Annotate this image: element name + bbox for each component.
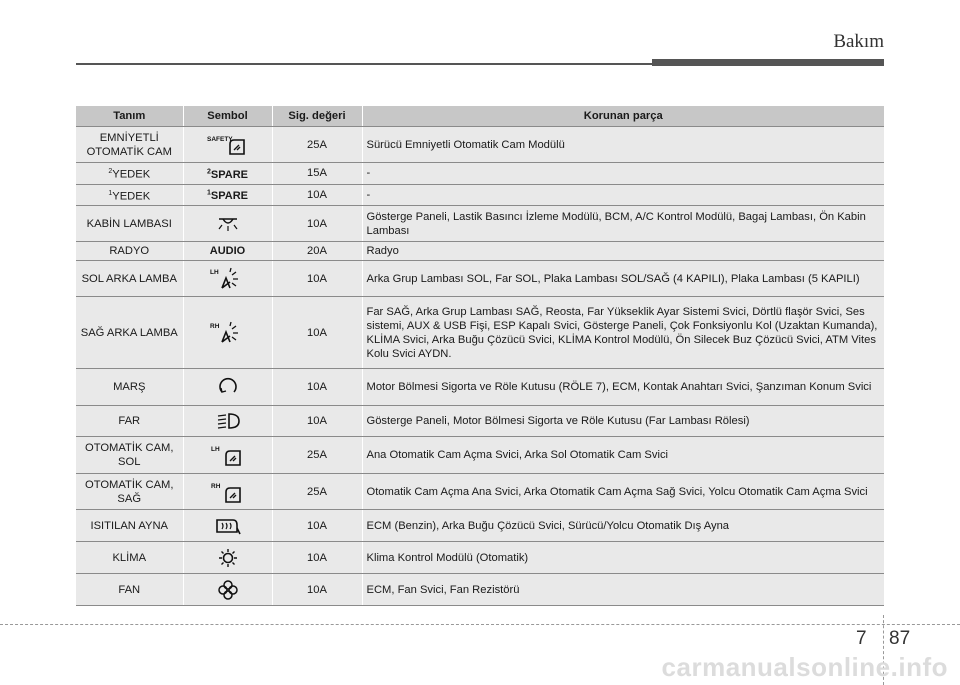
table-row [76, 206, 884, 242]
protected-parts: ECM, Fan Svici, Fan Rezistörü [362, 574, 884, 606]
fuse-symbol [183, 297, 272, 369]
fan-icon [217, 579, 239, 601]
fuse-name: RADYO [76, 242, 183, 261]
fuse-symbol [183, 510, 272, 542]
svg-text:RH: RH [210, 482, 220, 490]
table-row [76, 510, 884, 542]
fuse-symbol: $^1$SPARE [183, 184, 272, 206]
svg-text:LH: LH [210, 446, 220, 454]
safety-window-icon [203, 134, 253, 156]
svg-text:SAFETY: SAFETY [206, 135, 233, 143]
fuse-rating: 15A [272, 163, 362, 185]
fuse-rating: 10A [272, 510, 362, 542]
fuse-rating: 25A [272, 474, 362, 510]
fuse-rating: 10A [272, 297, 362, 369]
protected-parts: ECM (Benzin), Arka Buğu Çözücü Svici, Sürücü/Yolcu Otomatik Dış Ayna [362, 510, 884, 542]
protected-parts: Ana Otomatik Cam Açma Svici, Arka Sol Otomatik Cam Svici [362, 437, 884, 474]
fuse-rating: 10A [272, 261, 362, 297]
protected-parts: Radyo [362, 242, 884, 261]
fuse-name: KABİN LAMBASI [76, 206, 183, 242]
fuse-name: FAR [76, 406, 183, 437]
protected-parts: Klima Kontrol Modülü (Otomatik) [362, 542, 884, 574]
fuse-name: OTOMATİK CAM, SAĞ [76, 474, 183, 510]
header-bar [652, 59, 884, 66]
column-header-korunan-parca: Korunan parça [362, 106, 884, 127]
table-row [76, 242, 884, 261]
fuse-name: $^1$YEDEK [76, 184, 183, 206]
tail-lamp-rh-icon [208, 320, 248, 346]
tail-lamp-lh-icon [208, 266, 248, 292]
table-row [76, 261, 884, 297]
table-row [76, 297, 884, 369]
head-lamp-icon [213, 411, 243, 431]
air-con-icon [217, 547, 239, 569]
fuse-name: FAN [76, 574, 183, 606]
fuse-symbol: $^2$SPARE [183, 163, 272, 185]
fuse-rating: 25A [272, 127, 362, 163]
table-row [76, 437, 884, 474]
fuse-rating: 10A [272, 206, 362, 242]
protected-parts: Otomatik Cam Açma Ana Svici, Arka Otomatik Cam Açma Sağ Svici, Yolcu Otomatik Cam Açma Svici [362, 474, 884, 510]
protected-parts: Sürücü Emniyetli Otomatik Cam Modülü [362, 127, 884, 163]
table-row [76, 542, 884, 574]
svg-text:LH: LH [209, 268, 219, 276]
fuse-symbol [183, 206, 272, 242]
protected-parts: - [362, 184, 884, 206]
fuse-name: OTOMATİK CAM, SOL [76, 437, 183, 474]
column-header-tanim: Tanım [76, 106, 183, 127]
footer-rule [0, 624, 960, 625]
protected-parts: - [362, 163, 884, 185]
heated-mirror-icon [213, 516, 243, 536]
fuse-name: $^2$YEDEK [76, 163, 183, 185]
column-header-sembol: Sembol [183, 106, 272, 127]
page-header-title: Bakım [833, 31, 884, 52]
fuse-name: SOL ARKA LAMBA [76, 261, 183, 297]
fuse-rating: 10A [272, 369, 362, 406]
fuse-name: EMNİYETLİ OTOMATİK CAM [76, 127, 183, 163]
protected-parts: Far SAĞ, Arka Grup Lambası SAĞ, Reosta, Far Yükseklik Ayar Sistemi Svici, Dörtlü flaşör Svici, Ses sistemi, AUX & USB Fişi, ESP Kapalı Svici, Gösterge Paneli, Çok Fonksiyonlu Kol (Uzaktan Kumanda), KLİMA Svici, Arka Buğu Çözücü Svici, KLİMA Kontrol Modülü, Ön Silecek Buz Çözücü Svici, ATM Vites Kolu Svici AYDN. [362, 297, 884, 369]
table-row [76, 406, 884, 437]
fuse-name: KLİMA [76, 542, 183, 574]
fuse-symbol: AUDIO [183, 242, 272, 261]
fuse-rating: 10A [272, 184, 362, 206]
fuse-name: MARŞ [76, 369, 183, 406]
page-number: 87 [889, 628, 911, 649]
fuse-table [76, 106, 884, 606]
fuse-symbol [183, 261, 272, 297]
power-window-rh-icon [208, 480, 248, 504]
fuse-name: SAĞ ARKA LAMBA [76, 297, 183, 369]
fuse-rating: 10A [272, 574, 362, 606]
start-icon [215, 376, 241, 398]
protected-parts: Gösterge Paneli, Motor Bölmesi Sigorta ve Röle Kutusu (Far Lambası Rölesi) [362, 406, 884, 437]
fuse-symbol [183, 127, 272, 163]
table-row [76, 184, 884, 206]
table-row [76, 163, 884, 185]
table-header-row [76, 106, 884, 127]
room-lamp-icon [213, 215, 243, 233]
fuse-rating: 10A [272, 406, 362, 437]
fuse-symbol [183, 542, 272, 574]
fuse-rating: 10A [272, 542, 362, 574]
protected-parts: Arka Grup Lambası SOL, Far SOL, Plaka Lambası SOL/SAĞ (4 KAPILI), Plaka Lambası (5 KAPILI) [362, 261, 884, 297]
fuse-symbol [183, 406, 272, 437]
table-row [76, 574, 884, 606]
svg-text:RH: RH [209, 322, 219, 330]
fuse-symbol [183, 474, 272, 510]
fuse-name: ISITILAN AYNA [76, 510, 183, 542]
watermark: carmanualsonline.info [661, 652, 948, 682]
table-row [76, 474, 884, 510]
protected-parts: Motor Bölmesi Sigorta ve Röle Kutusu (RÖLE 7), ECM, Kontak Anahtarı Svici, Şanzıman Konum Svici [362, 369, 884, 406]
table-row [76, 127, 884, 163]
power-window-lh-icon [208, 443, 248, 467]
column-header-sig-degeri: Sig. değeri [272, 106, 362, 127]
fuse-symbol [183, 437, 272, 474]
protected-parts: Gösterge Paneli, Lastik Basıncı İzleme Modülü, BCM, A/C Kontrol Modülü, Bagaj Lambası, Ön Kabin Lambası [362, 206, 884, 242]
fuse-symbol [183, 369, 272, 406]
fuse-symbol [183, 574, 272, 606]
chapter-number: 7 [856, 628, 867, 649]
table-row [76, 369, 884, 406]
fuse-rating: 25A [272, 437, 362, 474]
fuse-rating: 20A [272, 242, 362, 261]
